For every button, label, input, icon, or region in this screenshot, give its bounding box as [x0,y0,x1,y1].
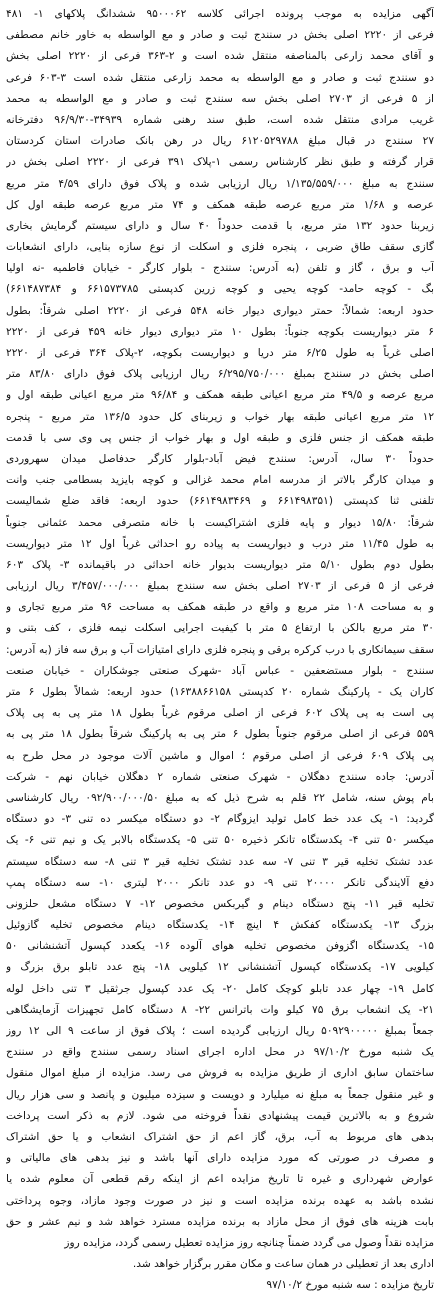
notice-line: کامل ۱۹- چهار عدد تابلو کوچک کامل ۲۰- یک عدد کپسول جرثقیل ۳ تنی داخل لوله [6,982,434,995]
notice-line: ۵۵۹ فرعی از اصلی مرقوم جنوباً بطول ۶ متر پی به پارکینگ شرقاً بطول ۱۸ متر پی به [6,728,434,741]
notice-line: زیربنا حدود ۱۳۲ متر مربع، با قدمت حدوداً ۴۰ سال و دارای سیستم گرمایش بخاری [6,219,434,232]
notice-line: تلفنی ثنا کدپستی (۶۶۱۴۹۸۳۵۱ و ۶۶۱۴۹۸۳۴۶۹) حدود اربعه: فاقد ضلع شمالیست [6,495,434,508]
notice-line: و مصرف در صورتی که مورد مزایده دارای آنها باشد و نیز بدهی های مالیاتی و [6,1152,434,1165]
notice-line: عوارض شهرداری و غیره تا تاریخ مزایده اعم از اینکه رقم قطعی آن معلوم شده یا [6,1173,434,1186]
notice-line: پی پلاک ۶۰۹ فرعی از اصلی مرقوم ؛ اموال و ماشین آلات موجود در محل طرح به [6,749,434,762]
notice-line: غریب مرادی منتقل شده است، طبق سند رهنی شماره ۳۴۹۳۹-۹۶/۹/۳۰ دفترخانه [6,113,434,126]
notice-line: یک شنبه مورخ ۹۷/۱۰/۲ در محل اداره اجرای اسناد رسمی سنندج واقع در سنندج [6,1046,434,1059]
notice-line: پی است به پی پلاک ۶۰۲ فرعی از اصلی مرقوم غرباً بطول ۱۸ متر پی به پی پلاک [6,707,434,720]
notice-line: ۳۰ متر مربع بالکن با ارتفاع ۵ متر با کیفیت اجرایی اسکلت نیمه فلزی ، کف بتنی و [6,622,434,635]
notice-line: آدرس: جاده سنندج دهگلان - شهرک صنعتی شماره ۲ دهگلان خیابان نهم - شرکت [6,770,434,783]
notice-line: آب و برق ، گاز و تلفن (به آدرس: سنندج - بلوار کارگر - خیابان فاطمیه -نه اولیا [6,262,434,275]
notice-line: ساختمان سابق اداری از طریق مزایده به فروش می رسد. مزایده از مبلغ اموال منقول [6,1067,434,1080]
notice-line: بابت هزینه های فوق از محل مازاد به برنده مزایده مسترد خواهد شد و نیم عشر و حق [6,1215,434,1228]
notice-body [6,4,434,1275]
notice-line: اصلی غرباً به طول ۶/۲۵ متر دریا و دیواریست بکوچه، ۲-پلاک ۳۶۴ فرعی از ۲۲۲۰ [6,347,434,359]
notice-line: طبقه همکف از جنس فلزی و طبقه اول و بهار خواب از جنس پی وی سی با قدمت [6,431,434,444]
notice-line: سنندج - بلوار مستضعفین - عباس آباد -شهرک صنعتی جوشکاران - خیابان صنعت [6,664,434,677]
notice-line: از ۵ فرعی از ۲۷۰۳ اصلی بخش سه سنندج ثبت و صادر و مع الواسطه به محمد [6,92,434,105]
notice-line: گازی سقف طاق ضربی ، پنجره فلزی و اسکلت از نوع سازه بنایی، دارای انشعابات [6,241,434,254]
notice-line: و غیر منقول جمعاً به مبلغ نه میلیارد و دویست و سیزده میلیون و پانصد و سی هزار ریال [6,1088,434,1101]
notice-line: بدهی های مربوط به آب، برق، گاز اعم از حق اشتراک انشعاب و یا حق اشتراک [6,1130,434,1143]
notice-line: فرعی از ۵ فرعی از ۲۷۰۳ اصلی بخش سه سنندج بمبلغ ۳/۴۵۷/۰۰۰/۰۰۰ ریال ارزیابی [6,580,434,593]
notice-line: ۱۵- یکدستگاه اگزوفن مخصوص تخلیه هوای آلوده ۱۶- یکعدد کپسول آتشنشانی ۵۰ [6,940,434,953]
notice-line: تخلیه قیر ۱۱- پنج دستگاه دینام و گیربکس مخصوص ۱۲- ۷ دستگاه مشعل حلزونی [6,897,434,910]
notice-line: سنندج به مبلغ ۱/۱۳۵/۵۵۹/۰۰۰ ریال ارزیابی شده و پلاک فوق دارای ۴/۵۹ متر مربع [6,177,434,190]
notice-line: مزایده نقداً وصول می گردد ضمناً چنانچه روز مزایده تعطیل رسمی گردد، مزایده روز [64,1236,434,1249]
notice-line: کیلویی ۱۷- یکدستگاه کپسول آتشنشانی ۱۲ کیلویی ۱۸- پنج عدد تابلو برق بزرگ و [6,961,434,974]
notice-line: عرصه و ۱/۶۸ متر مربع عرصه طبقه همکف و ۷۴ متر مربع عرصه طبقه اول کل [6,198,434,211]
notice-line: اصلی بخش در سنندج بمبلغ ۶/۲۹۵/۷۵۰/۰۰۰ ریال ارزیابی پلاک فوق دارای ۸۳/۸۰ متر [6,368,434,381]
notice-line: ۱۲ متر مربع اعیانی طبقه بهار خواب و زیربنای کل حدود ۱۳۶/۵ متر مربع - پنجره [6,410,434,423]
notice-line: بام پوش سنه، شامل ۲۲ قلم به شرح ذیل که به مبلغ ۰۹۲/۹۰۰/۰۰۰/۵۰ ریال کارشناسی [6,791,434,804]
publication-date: اداری بعد از تعطیلی در همان ساعت و مکان مقرر برگزار خواهد شد. [132,1258,434,1271]
notice-line: جمعاً بمبلغ ۵۰۹۲۹۰۰۰۰۰ ریال ارزیابی گردیده است ؛ پلاک فوق از ساعت ۹ الی ۱۲ روز [6,1025,434,1037]
notice-line: و میدان کارگر بالاتر از مدرسه امام محمد غزالی و کوچه بایزید بسطامی جنب وانت [6,474,434,487]
notice-line: بطول دوم بطول ۵/۱۰ متر دیواریست بدیوار خانه احداثی در باقیمانده ۳- پلاک ۶۰۳ [6,558,434,571]
auction-date: تاریخ مزایده : سه شنبه مورخ ۹۷/۱۰/۲ [266,1279,434,1292]
notice-line: آگهی مزایده به موجب پرونده اجرائی کلاسه ۹۵۰۰۰۶۲ ششدانگ پلاکهای ۱- ۴۸۱ [6,8,434,20]
notice-line: شرقاً: ۱۵/۸۰ دیوار و پایه فلزی اشتراکیست با خانه متصرفی محمد عثمانی جنوباً [6,516,434,529]
notice-line: عدد تشتک تخلیه قیر ۳ تنی ۷- سه عدد تشتک تخلیه قیر ۳ تنی ۸- سه دستگاه سیستم [6,855,434,868]
notice-line: بگ - کوچه حامد- کوچه یحیی و کوچه زرین کدپستی ۶۶۱۵۷۳۷۸۵ و ۶۶۱۴۸۷۳۸۴) [6,283,434,296]
notice-line: کاران یک - پارکینگ شماره ۲۰ کدپستی ۱۶۳۸۸۶۶۱۵۸) حدود اربعه: شمالاً بطول ۶ متر [6,686,434,698]
notice-line: میکسر ۵۰ تنی ۴- یکدستگاه تانکر ذخیره ۵۰ تنی ۵- یکدستگاه بالابر یک و نیم تنی ۶- یک [6,834,434,847]
notice-line: فرعی از ۲۲۲۰ اصلی بخش در سنندج ثبت و صادر و مع الواسطه به خاور خانم مصطفی [6,29,434,42]
notice-line: ۲۱- یک انشعاب برق ۷۵ کیلو وات باترانس ۲۲- ۸ دستگاه کامل تجهیزات آزمایشگاهی [6,1003,434,1016]
notice-line: گردید: ۱- یک عدد خط کامل تولید ایزوگام ۲- دو دستگاه میکسر ده تنی ۳- دو دستگاه [6,813,434,826]
notice-line: قرار گرفته و طبق نظر کارشناس رسمی ۱-پلاک ۳۹۱ فرعی از ۲۲۲۰ اصلی بخش در [6,156,434,169]
notice-line: دو سنندج ثبت و صادر و مع الواسطه به محمد زارعی منتقل شده است ۳-۶۰۳ فرعی [6,71,434,84]
notice-line: ۲۷ سنندج در قبال مبلغ ۶۱۲۰۵۲۹۷۸۸ ریال در رهن بانک صادرات استان کردستان [6,135,434,148]
notice-line: مربع عرصه و ۴۹/۵ متر مربع اعیانی طبقه همکف و ۹۶/۸۴ متر مربع اعیانی طبقه اول و [6,389,434,402]
notice-line: سقف سیمانکاری با درب کرکره برقی و پنجره فلزی دارای امتیازات آب و برق سه فاز (به آدرس: [6,643,434,656]
notice-line: و به مساحت ۱۰۸ متر مربع و واقع در طبقه همکف به مساحت ۹۶ متر مربع تجاری و [6,601,434,614]
notice-line: شروع و به بالاترین قیمت پیشنهادی نقداً فروخته می شود. لازم به ذکر است پرداخت [6,1109,434,1122]
notice-line: دفع آلایندگی تانکر ۲۰۰۰۰ تنی ۹- دو عدد تانکر ۲۰۰۰ لیتری ۱۰- سه دستگاه پمپ [6,876,434,889]
notice-line: ۶ متر دیواریست بکوچه جنوباً: بطول ۱۰ متر دیواری دیوار خانه ۴۵۹ فرعی از ۲۲۲۰ [6,325,434,338]
notice-line: حدود اربعه: شمالاً: حمتر دیواری دیوار خانه ۵۴۸ فرعی از ۲۲۲۰ اصلی شرقاً: بطول [6,304,434,317]
notice-line: و آقای محمد زارعی بالمناصفه منتقل شده است و ۲-۳۶۳ فرعی از ۲۲۲۰ اصلی بخش [6,50,434,63]
notice-line: به طول ۱۱/۴۵ متر درب و دیواریست به پیاده رو احداثی غرباً اول ۱۲ متر دیواریست [6,537,434,550]
notice-line: بزرگ ۱۳- یکدستگاه کفکش ۴ اینچ ۱۴- یکدستگاه دینام مخصوص تخلیه گازوئیل [6,919,434,932]
notice-line: حدوداً ۳۰ سال، آدرس: سنندج فیض آباد-بلوار کارگر حدفاصل میدان سهروردی [6,452,434,465]
notice-line: نشده باشد به عهده برنده مزایده است و نیز در صورت وجود مازاد، وجوه پرداختی [6,1194,434,1207]
